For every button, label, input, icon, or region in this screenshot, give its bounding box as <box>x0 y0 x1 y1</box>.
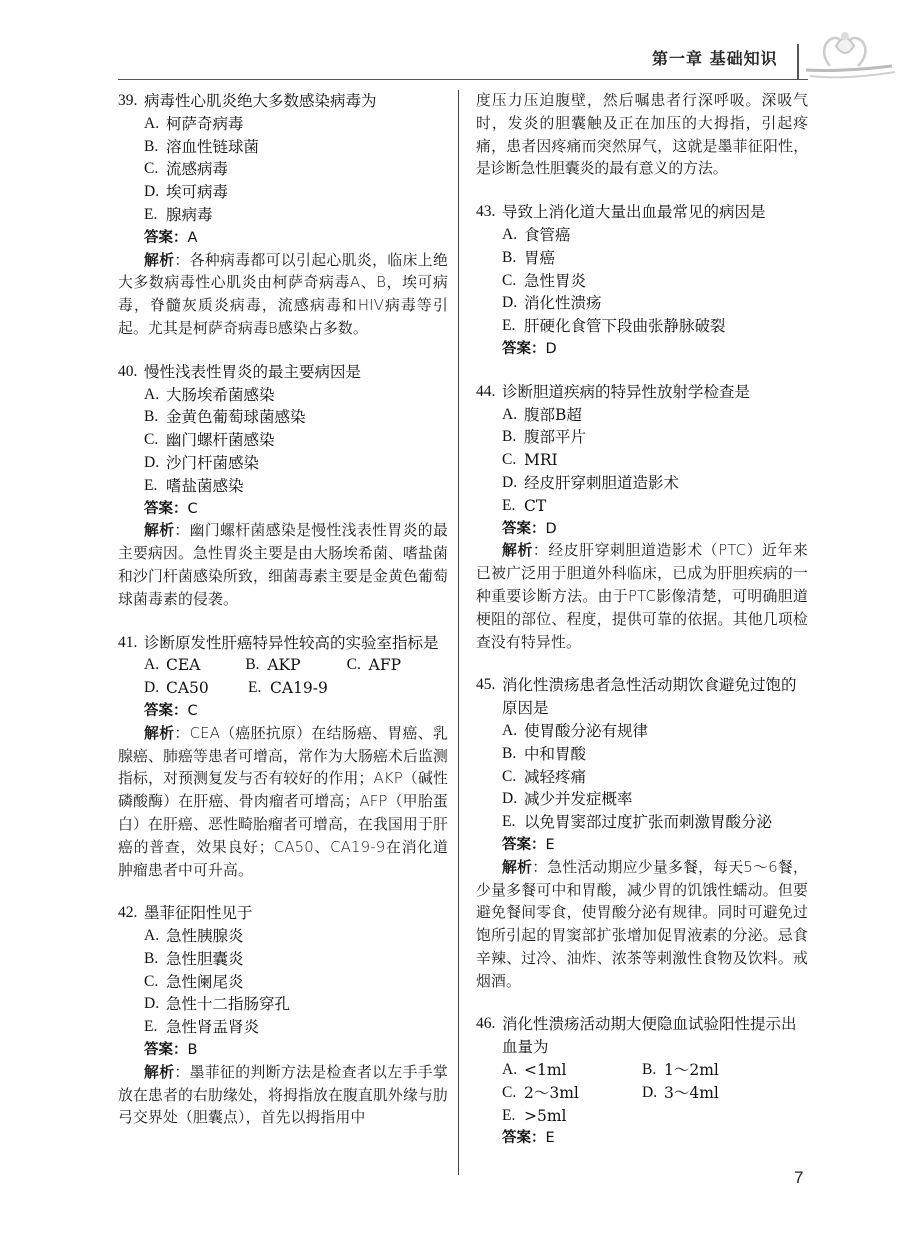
answer-value: C <box>187 702 198 719</box>
column-divider <box>458 90 459 1175</box>
header-rule <box>118 79 808 80</box>
explanation-label: 解析 <box>144 724 175 742</box>
answer-value: E <box>545 1130 555 1147</box>
explanation-text: 幽门螺杆菌感染是慢性浅表性胃炎的最主要病因。急性胃炎主要是由大肠埃希菌、嗜盐菌和沙门杆菌感染所致，细菌毒素主要是金黄色葡萄球菌毒素的侵袭。 <box>118 522 448 608</box>
answer-value: B <box>187 1042 198 1059</box>
explanation-label: 解析 <box>144 251 175 269</box>
option-list <box>476 720 808 834</box>
question-45 <box>476 674 808 993</box>
answer-label: 答案 <box>144 702 173 719</box>
explanation-label: 解析 <box>502 542 533 560</box>
answer-value: C <box>187 500 198 517</box>
option-d: D. CA50 <box>144 679 209 698</box>
question-43 <box>476 201 808 361</box>
answer-line: 答案：C <box>144 702 198 719</box>
option-e: E. CT <box>502 496 547 515</box>
option-row <box>502 1059 808 1082</box>
option-c: C. 减轻疼痛 <box>502 767 587 786</box>
question-39 <box>118 90 448 341</box>
explanation: 解析：各种病毒都可以引起心肌炎，临床上绝大多数病毒性心肌炎由柯萨奇病毒A、B，埃可病毒，脊髓灰质炎病毒，流感病毒和HIV病毒等引起。尤其是柯萨奇病毒B感染占多数。 <box>118 251 448 337</box>
question-46 <box>476 1013 808 1150</box>
question-41 <box>118 632 448 883</box>
option-list <box>118 113 448 227</box>
option-list <box>476 404 808 518</box>
question-text: 病毒性心肌炎绝大多数感染病毒为 <box>144 92 377 110</box>
option-d: D. 沙门杆菌感染 <box>144 453 260 472</box>
header-divider <box>797 44 799 80</box>
ribbon-hands-logo <box>800 26 900 86</box>
answer-value: A <box>187 229 198 246</box>
option-c: C. 幽门螺杆菌感染 <box>144 431 275 450</box>
question-text: 导致上消化道大量出血最常见的病因是 <box>502 203 766 222</box>
chapter-title: 第一章 基础知识 <box>652 49 778 68</box>
answer-label: 答案 <box>502 340 531 357</box>
option-d: D. 埃可病毒 <box>144 183 229 202</box>
question-number: 45. <box>476 676 496 694</box>
question-text: 消化性溃疡活动期大便隐血试验阳性提示出血量为 <box>502 1015 797 1057</box>
option-d: D. 急性十二指肠穿孔 <box>144 995 291 1014</box>
question-40 <box>118 361 448 612</box>
option-row <box>144 654 448 677</box>
option-d: D. 经皮肝穿刺胆道造影术 <box>502 473 680 492</box>
option-b: B. 溶血性链球菌 <box>144 137 260 156</box>
question-text: 消化性溃疡患者急性活动期饮食避免过饱的原因是 <box>502 676 797 718</box>
option-b: B. 急性胆囊炎 <box>144 949 244 968</box>
option-a: A. 腹部B超 <box>502 405 582 424</box>
answer-label: 答案 <box>502 1130 531 1147</box>
option-c: C. MRI <box>502 451 558 470</box>
explanation-text: 经皮肝穿刺胆道造影术（PTC）近年来已被广泛用于胆道外科临床，已成为肝胆疾病的一种重要诊断方法。由于PTC影像清楚，可明确胆道梗阻的部位、程度，提供可靠的依据。其他几项检查没有特异性。 <box>476 542 809 651</box>
option-a: A. 食管癌 <box>502 225 571 244</box>
explanation-label: 解析 <box>502 858 533 876</box>
question-44 <box>476 381 808 655</box>
option-row <box>144 677 448 700</box>
option-list <box>118 384 448 498</box>
option-c: C. AFP <box>346 656 402 675</box>
left-column <box>118 90 448 1150</box>
answer-line: 答案：C <box>144 500 198 517</box>
option-a: A. 使胃酸分泌有规律 <box>502 721 649 740</box>
answer-label: 答案 <box>502 520 531 537</box>
option-list <box>118 654 448 700</box>
answer-line: 答案：B <box>144 1042 198 1059</box>
answer-value: E <box>545 836 555 853</box>
question-stem <box>476 1013 808 1059</box>
question-stem <box>118 90 448 113</box>
answer-label: 答案 <box>502 836 531 853</box>
option-a: A. <1ml <box>502 1061 567 1080</box>
question-number: 43. <box>476 203 496 221</box>
answer-line: 答案：D <box>502 340 557 357</box>
question-number: 46. <box>476 1015 496 1033</box>
explanation: 解析：幽门螺杆菌感染是慢性浅表性胃炎的最主要病因。急性胃炎主要是由大肠埃希菌、嗜盐菌和沙门杆菌感染所致，细菌毒素主要是金黄色葡萄球菌毒素的侵袭。 <box>118 522 448 608</box>
option-e: E. 嗜盐菌感染 <box>144 476 244 495</box>
option-list <box>476 224 808 338</box>
option-c: C. 急性阑尾炎 <box>144 972 244 991</box>
question-number: 39. <box>118 92 138 109</box>
explanation-text: CEA（癌胚抗原）在结肠癌、胃癌、乳腺癌、肺癌等患者可增高，常作为大肠癌术后监测指标，对预测复发与否有较好的作用；AKP（碱性磷酸酶）在肝癌、骨肉瘤者可增高；AFP（甲胎蛋白）在肝癌、恶性畸胎瘤者可增高，在我国用于肝癌的普查，效果良好；CA50、CA19-9在消化道肿瘤患者中可升高。 <box>118 724 449 879</box>
option-e: E. 以免胃窦部过度扩张而刺激胃酸分泌 <box>502 813 773 832</box>
explanation-label: 解析 <box>144 1063 175 1081</box>
option-b: B. 1～2ml <box>642 1061 719 1080</box>
explanation: 解析：经皮肝穿刺胆道造影术（PTC）近年来已被广泛用于胆道外科临床，已成为肝胆疾病的一种重要诊断方法。由于PTC影像清楚，可明确胆道梗阻的部位、程度，提供可靠的依据。其他几项检查没有特异性。 <box>476 542 809 651</box>
option-a: A. 柯萨奇病毒 <box>144 114 244 133</box>
answer-label: 答案 <box>144 500 173 517</box>
option-row <box>502 1105 808 1128</box>
answer-line: 答案：A <box>144 229 198 246</box>
question-number: 42. <box>118 904 138 922</box>
option-e: E. CA19-9 <box>248 679 328 698</box>
option-b: B. 中和胃酸 <box>502 744 587 763</box>
option-b: B. 胃癌 <box>502 248 556 267</box>
explanation: 解析：CEA（癌胚抗原）在结肠癌、胃癌、乳腺癌、肺癌等患者可增高，常作为大肠癌术后监测指标，对预测复发与否有较好的作用；AKP（碱性磷酸酶）在肝癌、骨肉瘤者可增高；AFP（甲胎蛋白）在肝癌、恶性畸胎瘤者可增高，在我国用于肝癌的普查，效果良好；CA50、CA19-9在消化道肿瘤患者中可升高。 <box>118 724 449 879</box>
answer-value: D <box>545 340 557 357</box>
answer-line: 答案：E <box>502 1130 555 1147</box>
question-number: 44. <box>476 382 496 400</box>
option-a: A. CEA <box>144 656 201 675</box>
option-d: D. 消化性溃疡 <box>502 294 602 313</box>
explanation-text: 急性活动期应少量多餐，每天5～6餐，少量多餐可中和胃酸，减少胃的饥饿性蠕动。但要避免餐间零食，使胃酸分泌有规律。同时可避免过饱所引起的胃窦部扩张增加促胃液素的分泌。忌食辛辣、过冷、油炸、浓茶等刺激性食物及饮料。戒烟酒。 <box>476 858 809 990</box>
option-a: A. 急性胰腺炎 <box>144 927 244 946</box>
question-text: 墨菲征阳性见于 <box>144 904 253 923</box>
option-b: B. AKP <box>245 656 301 675</box>
right-column <box>476 90 808 1170</box>
option-list <box>118 925 448 1039</box>
question-stem <box>118 361 448 384</box>
question-stem <box>476 674 808 720</box>
option-e: E. 肝硬化食管下段曲张静脉破裂 <box>502 317 726 336</box>
answer-value: D <box>545 520 557 537</box>
question-42 <box>118 902 448 1130</box>
question-stem <box>476 201 808 224</box>
question-stem <box>118 902 448 925</box>
option-list <box>476 1059 808 1127</box>
option-c: C. 流感病毒 <box>144 160 229 179</box>
explanation: 解析：急性活动期应少量多餐，每天5～6餐，少量多餐可中和胃酸，减少胃的饥饿性蠕动。但要避免餐间零食，使胃酸分泌有规律。同时可避免过饱所引起的胃窦部扩张增加促胃液素的分泌。忌食辛辣、过冷、油炸、浓茶等刺激性食物及饮料。戒烟酒。 <box>476 858 809 990</box>
question-stem <box>118 632 448 655</box>
explanation-label: 解析 <box>144 522 175 540</box>
answer-label: 答案 <box>144 1042 173 1059</box>
question-text: 诊断原发性肝癌特异性较高的实验室指标是 <box>144 633 439 652</box>
option-a: A. 大肠埃希菌感染 <box>144 385 275 404</box>
option-e: E. 腺病毒 <box>144 205 213 224</box>
answer-label: 答案 <box>144 229 173 246</box>
answer-line: 答案：D <box>502 520 557 537</box>
question-text: 慢性浅表性胃炎的最主要病因是 <box>144 362 362 381</box>
option-d: D. 减少并发症概率 <box>502 790 633 809</box>
page-number: 7 <box>794 1168 804 1187</box>
option-e: E. 急性肾盂肾炎 <box>144 1018 260 1037</box>
question-number: 41. <box>118 633 138 651</box>
explanation: 解析：墨菲征的判断方法是检查者以左手手掌放在患者的右肋缘处，将拇指放在腹直肌外缘与肋弓交界处（胆囊点），首先以拇指用中 <box>118 1063 448 1127</box>
answer-line: 答案：E <box>502 836 555 853</box>
question-stem <box>476 381 808 404</box>
explanation-continuation: 度压力压迫腹壁，然后嘱患者行深呼吸。深吸气时，发炎的胆囊触及正在加压的大拇指，引起疼痛，患者因疼痛而突然屏气，这就是墨菲征阳性，是诊断急性胆囊炎的最有意义的方法。 <box>476 92 808 178</box>
option-b: B. 金黄色葡萄球菌感染 <box>144 408 306 427</box>
option-row <box>502 1082 808 1105</box>
page-header <box>0 0 900 90</box>
question-text: 诊断胆道疾病的特异性放射学检查是 <box>502 382 751 401</box>
option-e: E. >5ml <box>502 1106 567 1125</box>
option-c: C. 急性胃炎 <box>502 271 587 290</box>
explanation-text: 各种病毒都可以引起心肌炎，临床上绝大多数病毒性心肌炎由柯萨奇病毒A、B，埃可病毒，脊髓灰质炎病毒，流感病毒和HIV病毒等引起。尤其是柯萨奇病毒B感染占多数。 <box>118 251 448 337</box>
option-c: C. 2～3ml <box>502 1083 579 1102</box>
question-number: 40. <box>118 362 138 380</box>
explanation-text: 墨菲征的判断方法是检查者以左手手掌放在患者的右肋缘处，将拇指放在腹直肌外缘与肋弓交界处（胆囊点），首先以拇指用中 <box>118 1063 448 1127</box>
option-b: B. 腹部平片 <box>502 428 587 447</box>
option-d: D. 3～4ml <box>642 1083 719 1102</box>
